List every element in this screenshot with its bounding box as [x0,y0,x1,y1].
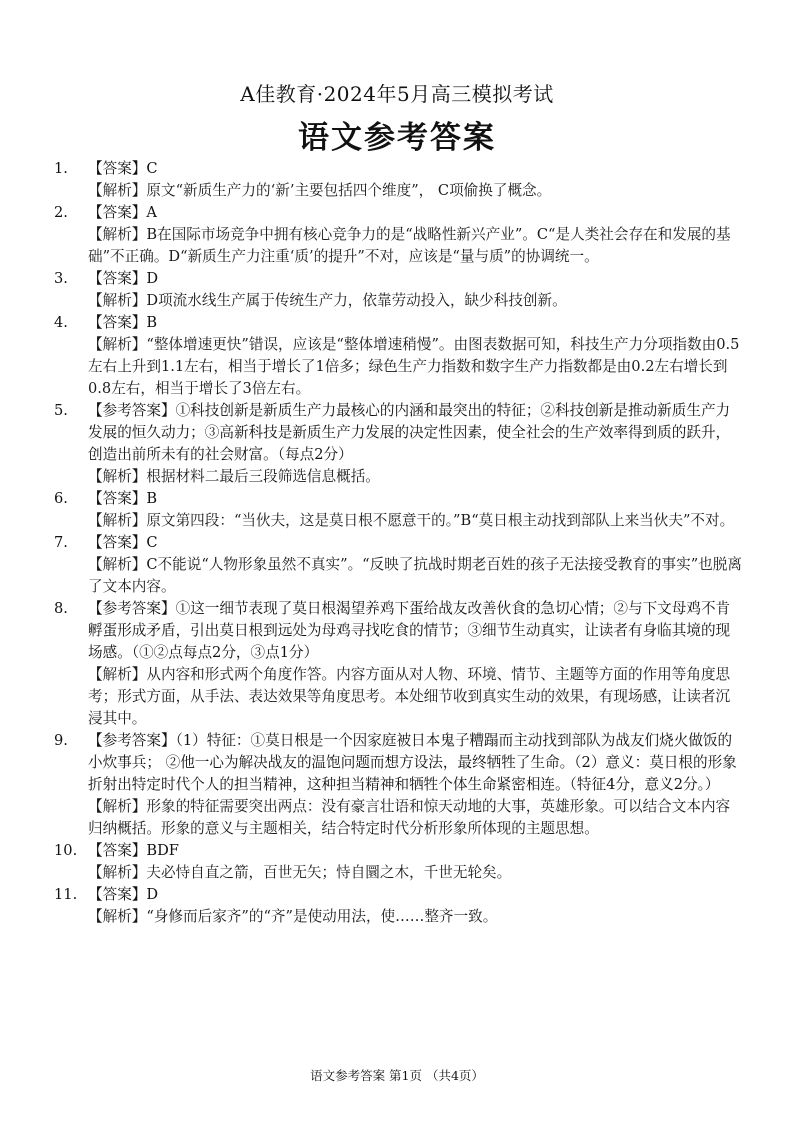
answer-item-6 [54,488,744,532]
item-number: 10. [54,842,78,859]
answer-item-8 [54,598,744,730]
answer-line: 【答案】D [88,886,159,903]
answer-item-7 [54,532,744,598]
item-number: 4. [54,314,68,331]
answer-item-3 [54,268,744,312]
item-number: 1. [54,160,68,177]
explanation-line: 【解析】原文“新质生产力的‘新’主要包括四个维度”， C项偷换了概念。 [88,182,552,199]
answer-item-1 [54,158,744,202]
explanation-line: 【解析】从内容和形式两个角度作答。内容方面从对人物、环境、情节、主题等方面的作用等角度思考；形式方面，从手法、表达效果等角度思考。本处细节收到真实生动的效果，有现场感，让读者沉浸其中。 [88,666,731,727]
page-footer: 语文参考答案 第1页 （共4页） [310,1068,484,1083]
item-number: 7. [54,534,68,551]
item-number: 2. [54,204,68,221]
reference-answer-line: 【参考答案】①科技创新是新质生产力最核心的内涵和最突出的特征；②科技创新是推动新质生产力发展的恒久动力；③高新科技是新质生产力发展的决定性因素，使全社会的生产效率得到质的跃升，创造出前所未有的社会财富。（每点2分） [88,402,731,463]
explanation-line: 【解析】形象的特征需要突出两点：没有豪言壮语和惊天动地的大事，英雄形象。可以结合文本内容归纳概括。形象的意义与主题相关，结合特定时代分析形象所体现的主题思想。 [88,798,731,837]
answer-line: 【答案】C [88,160,158,177]
answer-list [54,158,744,928]
explanation-line: 【解析】D项流水线生产属于传统生产力，依靠劳动投入，缺少科技创新。 [88,292,567,309]
item-number: 5. [54,402,68,419]
reference-answer-line: 【参考答案】①这一细节表现了莫日根渴望养鸡下蛋给战友改善伙食的急切心情；②与下文母鸡不肯孵蛋形成矛盾，引出莫日根到远处为母鸡寻找吃食的情节；③细节生动真实，让读者有身临其境的现场感。（①②点每点2分，③点1分） [88,600,731,661]
explanation-line: 【解析】“整体增速更快”错误，应该是“整体增速稍慢”。由图表数据可知，科技生产力分项指数由0.5左右上升到1.1左右，相当于增长了1倍多；绿色生产力指数和数字生产力指数都是由0.2左右增长到0.8左右，相当于增长了3倍左右。 [88,336,740,397]
explanation-line: 【解析】原文第四段：“当伙夫，这是莫日根不愿意干的。”B“莫日根主动找到部队上来当伙夫”不对。 [88,512,735,529]
answer-line: 【答案】B [88,314,158,331]
explanation-line: 【解析】“身修而后家齐”的“齐”是使动用法，使……整齐一致。 [88,908,498,925]
document-title: A佳教育·2024年5月高三模拟考试 [240,82,554,106]
explanation-line: 【解析】B在国际市场竞争中拥有核心竞争力的是“战略性新兴产业”。C“是人类社会存在和发展的基础”不正确。D“新质生产力注重‘质’的提升”不对，应该是“量与质”的协调统一。 [88,226,731,265]
answer-item-9 [54,730,744,840]
answer-item-2 [54,202,744,268]
reference-answer-line: 【参考答案】（1）特征：①莫日根是一个因家庭被日本鬼子糟蹋而主动找到部队为战友们烧火做饭的小炊事兵； ②他一心为解决战友的温饱问题而想方设法，最终牺牲了生命。（2）意义：莫日根的形象折射出特定时代个人的担当精神，这种担当精神和牺牲个体生命紧密相连。（特征4分，意义2分。） [88,732,737,793]
explanation-line: 【解析】夫必恃自直之箭，百世无矢；恃自圜之木，千世无轮矣。 [88,864,512,881]
item-number: 8. [54,600,68,617]
document-subtitle: 语文参考答案 [298,120,496,156]
answer-line: 【答案】A [88,204,157,221]
answer-item-4 [54,312,744,400]
explanation-line: 【解析】C不能说“人物形象虽然不真实”。“反映了抗战时期老百姓的孩子无法接受教育的事实”也脱离了文本内容。 [88,556,742,595]
item-number: 11. [54,886,78,903]
item-number: 3. [54,270,68,287]
answer-line: 【答案】C [88,534,158,551]
explanation-line: 【解析】根据材料二最后三段筛选信息概括。 [88,468,380,485]
answer-line: 【答案】D [88,270,159,287]
answer-line: 【答案】BDF [88,842,179,859]
answer-line: 【答案】B [88,490,158,507]
item-number: 6. [54,490,68,507]
answer-item-5 [54,400,744,488]
answer-item-10 [54,840,744,884]
answer-item-11 [54,884,744,928]
item-number: 9. [54,732,68,749]
